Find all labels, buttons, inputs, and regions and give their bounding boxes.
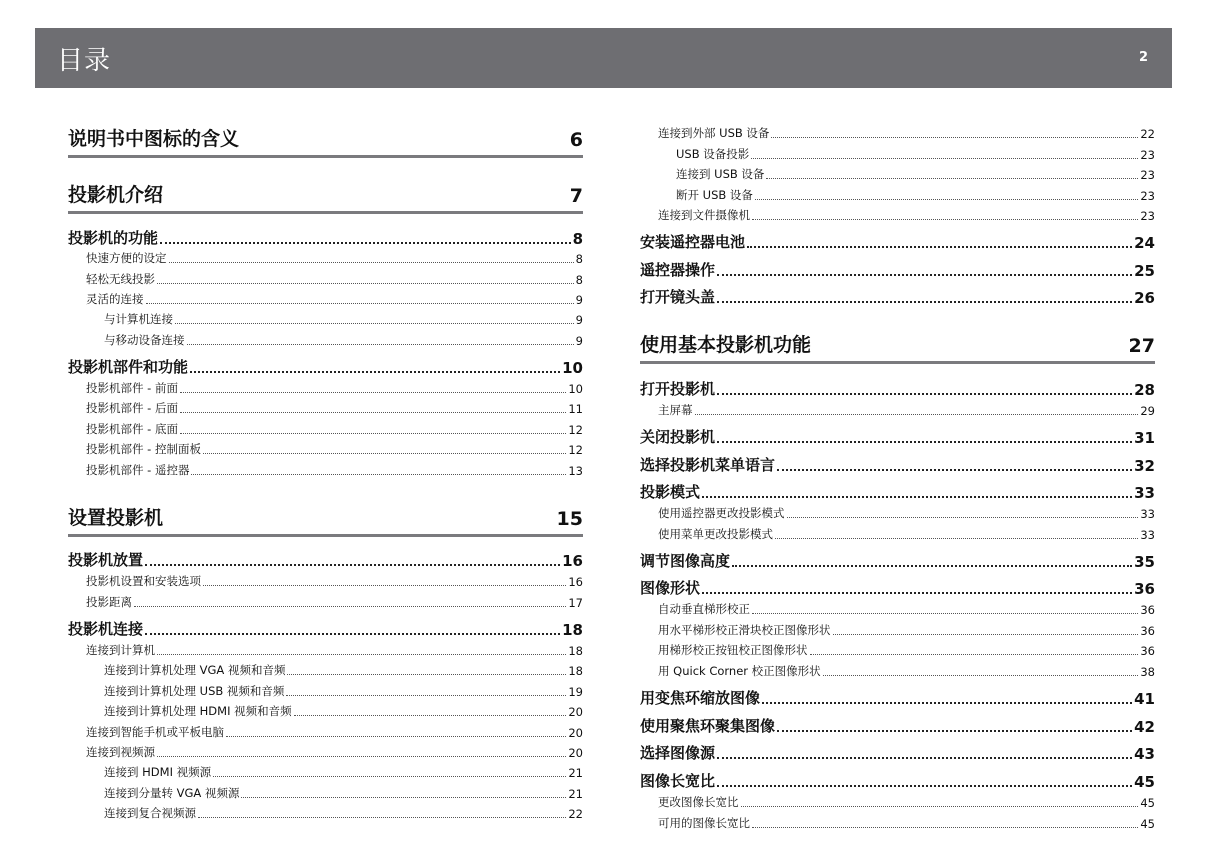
toc-leader-dots (717, 393, 1132, 395)
toc-leader-dots (287, 674, 566, 675)
toc-entry-label: 连接到外部 USB 设备 (658, 126, 770, 140)
toc-entry-page: 45 (1140, 817, 1155, 831)
toc-entry-page: 22 (568, 807, 583, 821)
toc-entry-page: 22 (1140, 127, 1155, 141)
toc-leader-dots (741, 806, 1139, 807)
toc-leader-dots (762, 702, 1132, 704)
toc-entry[interactable] (658, 794, 1155, 810)
toc-leader-dots (777, 730, 1132, 732)
toc-entry-label: 连接到文件摄像机 (658, 208, 750, 222)
toc-entry-page: 36 (1134, 580, 1155, 598)
toc-entry-page: 23 (1140, 148, 1155, 162)
toc-entry-label: 断开 USB 设备 (676, 188, 753, 202)
toc-entry-page: 38 (1140, 665, 1155, 679)
toc-entry-label: 安装遥控器电池 (640, 233, 746, 251)
toc-leader-dots (169, 262, 574, 263)
toc-leader-dots (145, 633, 560, 635)
toc-entry-label: 用梯形校正按钮校正图像形状 (658, 643, 808, 657)
toc-entry-page: 36 (1140, 624, 1155, 638)
toc-entry[interactable] (68, 356, 583, 377)
toc-entry[interactable] (640, 481, 1155, 502)
toc-entry-page: 36 (1140, 603, 1155, 617)
toc-entry[interactable] (658, 505, 1155, 521)
toc-entry[interactable] (640, 286, 1155, 307)
toc-entry-page: 20 (568, 705, 583, 719)
toc-entry-page: 31 (1134, 429, 1155, 447)
toc-entry-page: 23 (1140, 189, 1155, 203)
toc-leader-dots (695, 414, 1139, 415)
toc-entry-label: 投影机部件 - 遥控器 (86, 463, 190, 477)
toc-leader-dots (286, 695, 566, 696)
toc-entry[interactable] (86, 441, 583, 457)
toc-leader-dots (157, 654, 566, 655)
toc-entry-label: 投影距离 (86, 595, 132, 609)
toc-entry[interactable] (86, 380, 583, 396)
toc-entry-page: 18 (568, 644, 583, 658)
toc-leader-dots (771, 137, 1138, 138)
toc-entry-label: 设置投影机 (68, 507, 164, 529)
toc-entry-page: 36 (1140, 644, 1155, 658)
toc-entry[interactable] (640, 231, 1155, 252)
toc-entry-label: 打开镜头盖 (640, 288, 716, 306)
toc-leader-dots (157, 283, 574, 284)
toc-entry-label: 主屏幕 (658, 403, 693, 417)
toc-entry-page: 33 (1140, 528, 1155, 542)
toc-entry-label: 选择投影机菜单语言 (640, 456, 776, 474)
toc-entry-label: 投影机的功能 (68, 229, 159, 247)
page-header (35, 28, 1172, 88)
toc-entry-label: 关闭投影机 (640, 428, 716, 446)
toc-entry[interactable] (676, 166, 1155, 182)
toc-entry-label: 连接到 HDMI 视频源 (104, 765, 212, 779)
toc-entry-page: 9 (575, 313, 583, 327)
toc-leader-dots (717, 301, 1132, 303)
toc-entry[interactable] (86, 594, 583, 610)
toc-entry-page: 20 (568, 726, 583, 740)
toc-entry-label: 选择图像源 (640, 744, 716, 762)
toc-entry-label: 连接到智能手机或平板电脑 (86, 725, 224, 739)
toc-entry-page: 33 (1134, 484, 1155, 502)
toc-entry-page: 43 (1134, 745, 1155, 763)
toc-entry[interactable] (658, 125, 1155, 141)
toc-entry-page: 41 (1134, 690, 1155, 708)
toc-leader-dots (752, 827, 1138, 828)
toc-entry[interactable] (104, 683, 583, 699)
toc-entry-page: 27 (1128, 335, 1155, 357)
toc-entry-page: 32 (1134, 457, 1155, 475)
toc-entry[interactable] (104, 662, 583, 678)
toc-leader-dots (203, 585, 566, 586)
toc-entry[interactable] (86, 250, 583, 266)
toc-entry-page: 45 (1140, 796, 1155, 810)
toc-leader-dots (157, 756, 566, 757)
toc-entry-page: 25 (1134, 262, 1155, 280)
toc-entry-label: 用变焦环缩放图像 (640, 689, 761, 707)
toc-entry[interactable] (68, 618, 583, 639)
toc-entry-page: 35 (1134, 553, 1155, 571)
toc-entry[interactable] (68, 503, 583, 537)
toc-leader-dots (751, 158, 1138, 159)
toc-leader-dots (752, 219, 1138, 220)
toc-leader-dots (717, 441, 1132, 443)
toc-entry-page: 33 (1140, 507, 1155, 521)
toc-entry-label: 灵活的连接 (86, 292, 144, 306)
toc-entry[interactable] (640, 426, 1155, 447)
toc-leader-dots (180, 412, 566, 413)
toc-leader-dots (191, 474, 566, 475)
toc-entry-label: 连接到 USB 设备 (676, 167, 765, 181)
toc-entry-label: 投影模式 (640, 483, 701, 501)
toc-entry[interactable] (86, 462, 583, 478)
toc-entry-page: 18 (568, 664, 583, 678)
toc-entry-page: 9 (575, 293, 583, 307)
toc-entry[interactable] (658, 402, 1155, 418)
toc-leader-dots (777, 469, 1132, 471)
toc-entry[interactable] (86, 400, 583, 416)
toc-entry[interactable] (86, 724, 583, 740)
toc-entry-label: 与移动设备连接 (104, 333, 185, 347)
toc-entry-page: 45 (1134, 773, 1155, 791)
toc-entry[interactable] (68, 124, 583, 158)
toc-entry[interactable] (104, 764, 583, 780)
toc-entry[interactable] (640, 330, 1155, 364)
toc-leader-dots (145, 564, 560, 566)
toc-entry-label: 遥控器操作 (640, 261, 716, 279)
toc-entry-page: 16 (562, 552, 583, 570)
toc-entry[interactable] (640, 742, 1155, 763)
toc-entry-page: 8 (572, 230, 583, 248)
toc-entry[interactable] (658, 207, 1155, 223)
toc-leader-dots (294, 715, 567, 716)
toc-entry[interactable] (86, 573, 583, 589)
toc-leader-dots (717, 757, 1132, 759)
toc-entry[interactable] (658, 622, 1155, 638)
toc-leader-dots (717, 785, 1132, 787)
toc-entry-label: 连接到分量转 VGA 视频源 (104, 786, 240, 800)
toc-entry-label: 投影机放置 (68, 551, 144, 569)
toc-leader-dots (134, 606, 566, 607)
toc-entry[interactable] (676, 187, 1155, 203)
toc-leader-dots (160, 242, 571, 244)
toc-entry[interactable] (640, 770, 1155, 791)
toc-entry[interactable] (104, 785, 583, 801)
toc-entry[interactable] (658, 601, 1155, 617)
toc-leader-dots (146, 303, 574, 304)
toc-entry[interactable] (658, 642, 1155, 658)
toc-entry-label: 使用基本投影机功能 (640, 334, 812, 356)
toc-entry-page: 8 (575, 252, 583, 266)
toc-leader-dots (752, 613, 1138, 614)
toc-leader-dots (180, 392, 566, 393)
toc-leader-dots (702, 592, 1132, 594)
page-number: 2 (1138, 50, 1148, 65)
toc-entry-label: 连接到计算机 (86, 643, 155, 657)
toc-entry-label: 调节图像高度 (640, 552, 731, 570)
toc-entry-page: 13 (568, 464, 583, 478)
toc-entry-label: 图像长宽比 (640, 772, 716, 790)
toc-entry-label: 投影机部件 - 底面 (86, 422, 178, 436)
toc-entry[interactable] (104, 703, 583, 719)
toc-leader-dots (766, 178, 1138, 179)
toc-entry[interactable] (658, 815, 1155, 831)
page-title: 目录 (57, 46, 112, 76)
toc-entry-label: 连接到计算机处理 USB 视频和音频 (104, 684, 285, 698)
toc-entry[interactable] (68, 227, 583, 248)
toc-entry[interactable] (104, 332, 583, 348)
toc-entry-label: 可用的图像长宽比 (658, 816, 750, 830)
toc-entry-label: 打开投影机 (640, 380, 716, 398)
toc-entry[interactable] (640, 577, 1155, 598)
toc-entry[interactable] (658, 663, 1155, 679)
toc-entry[interactable] (86, 271, 583, 287)
toc-leader-dots (833, 634, 1139, 635)
toc-entry-page: 19 (568, 685, 583, 699)
toc-entry[interactable] (640, 687, 1155, 708)
toc-entry-page: 15 (556, 508, 583, 530)
toc-entry-label: 使用聚焦环聚集图像 (640, 717, 776, 735)
toc-entry-label: USB 设备投影 (676, 147, 750, 161)
toc-entry[interactable] (640, 259, 1155, 280)
toc-leader-dots (732, 565, 1132, 567)
toc-entry-label: 图像形状 (640, 579, 701, 597)
toc-entry-label: 连接到视频源 (86, 745, 155, 759)
toc-entry[interactable] (640, 378, 1155, 399)
toc-entry-label: 自动垂直梯形校正 (658, 602, 750, 616)
toc-entry-label: 说明书中图标的含义 (68, 128, 240, 150)
toc-entry[interactable] (86, 642, 583, 658)
toc-entry[interactable] (640, 454, 1155, 475)
toc-entry-page: 20 (568, 746, 583, 760)
toc-leader-dots (810, 654, 1139, 655)
toc-leader-dots (187, 344, 574, 345)
toc-entry-label: 投影机介绍 (68, 184, 164, 206)
toc-entry[interactable] (104, 805, 583, 821)
toc-entry-label: 投影机设置和安装选项 (86, 574, 201, 588)
toc-entry[interactable] (86, 421, 583, 437)
toc-entry-page: 12 (568, 423, 583, 437)
toc-entry-label: 连接到复合视频源 (104, 806, 196, 820)
toc-entry-page: 21 (568, 787, 583, 801)
toc-leader-dots (213, 776, 566, 777)
toc-leader-dots (717, 274, 1132, 276)
toc-entry-page: 12 (568, 443, 583, 457)
toc-entry-page: 29 (1140, 404, 1155, 418)
toc-leader-dots (823, 675, 1139, 676)
toc-entry-page: 23 (1140, 209, 1155, 223)
toc-leader-dots (775, 538, 1138, 539)
toc-entry-label: 投影机部件 - 后面 (86, 401, 178, 415)
toc-entry-page: 18 (562, 621, 583, 639)
toc-entry[interactable] (86, 291, 583, 307)
toc-leader-dots (198, 817, 566, 818)
toc-entry[interactable] (86, 744, 583, 760)
toc-entry-page: 23 (1140, 168, 1155, 182)
toc-leader-dots (702, 496, 1132, 498)
toc-entry[interactable] (640, 715, 1155, 736)
toc-entry-page: 21 (568, 766, 583, 780)
toc-entry-page: 9 (575, 334, 583, 348)
toc-entry-label: 用水平梯形校正滑块校正图像形状 (658, 623, 831, 637)
toc-entry[interactable] (68, 180, 583, 214)
toc-entry-page: 24 (1134, 234, 1155, 252)
toc-leader-dots (226, 736, 566, 737)
toc-entry-page: 10 (568, 382, 583, 396)
toc-entry-label: 使用菜单更改投影模式 (658, 527, 773, 541)
toc-entry-page: 7 (569, 185, 583, 207)
toc-entry-page: 11 (568, 402, 583, 416)
toc-entry[interactable] (658, 526, 1155, 542)
toc-entry-label: 投影机部件 - 前面 (86, 381, 178, 395)
toc-entry-page: 42 (1134, 718, 1155, 736)
toc-leader-dots (190, 371, 560, 373)
toc-entry-page: 17 (568, 596, 583, 610)
toc-leader-dots (180, 433, 566, 434)
toc-entry-label: 连接到计算机处理 VGA 视频和音频 (104, 663, 286, 677)
toc-entry-label: 使用遥控器更改投影模式 (658, 506, 785, 520)
toc-entry[interactable] (104, 311, 583, 327)
toc-entry-label: 用 Quick Corner 校正图像形状 (658, 664, 821, 678)
toc-leader-dots (747, 246, 1132, 248)
toc-leader-dots (241, 797, 566, 798)
toc-entry-label: 快速方便的设定 (86, 251, 167, 265)
toc-leader-dots (175, 323, 574, 324)
toc-entry[interactable] (640, 550, 1155, 571)
toc-entry-page: 28 (1134, 381, 1155, 399)
toc-entry-label: 更改图像长宽比 (658, 795, 739, 809)
toc-entry-label: 与计算机连接 (104, 312, 173, 326)
toc-entry-label: 投影机部件 - 控制面板 (86, 442, 201, 456)
toc-entry-page: 8 (575, 273, 583, 287)
toc-entry[interactable] (676, 146, 1155, 162)
toc-entry-page: 16 (568, 575, 583, 589)
toc-entry[interactable] (68, 549, 583, 570)
toc-entry-page: 6 (569, 129, 583, 151)
toc-entry-label: 投影机部件和功能 (68, 358, 189, 376)
toc-entry-page: 26 (1134, 289, 1155, 307)
toc-entry-page: 10 (562, 359, 583, 377)
toc-leader-dots (787, 517, 1139, 518)
toc-entry-label: 轻松无线投影 (86, 272, 155, 286)
toc-leader-dots (755, 199, 1138, 200)
toc-entry-label: 连接到计算机处理 HDMI 视频和音频 (104, 704, 292, 718)
toc-entry-label: 投影机连接 (68, 620, 144, 638)
toc-leader-dots (203, 453, 566, 454)
